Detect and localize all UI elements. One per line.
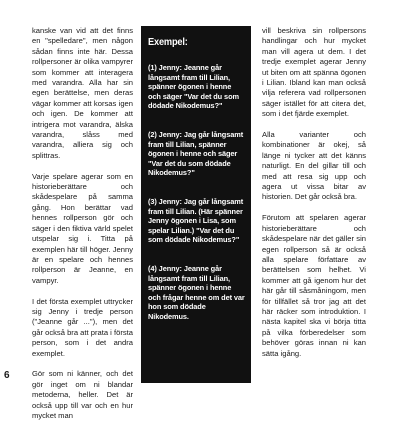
body-paragraph: Alla varianter och kombinationer är okej, så länge ni tycker att det känns naturligt. En del gillar till och med att resa sig upp och agera ut vissa bitar av historien. Det går också bra. — [262, 130, 366, 202]
example-item: (1) Jenny: Jeanne går långsamt fram till Lilian, spänner ögonen i henne och säger "Var det du som dödade Nikodemus?" — [148, 63, 239, 111]
body-paragraph: Varje spelare agerar som en historieberättare och skådespelare på samma gång. Hon berättar vad hennes rollperson gör och säger i den fiktiva värld spelet utspelar sig i. Titta på exemplen här till höger. Jenny är en spelare och hennes rollperson är Jeanne, en vampyr. — [32, 171, 133, 285]
example-item: (4) Jenny: Jeanne går långsamt fram till Lilian, spänner ögonen i henne och frågar henne om det var hon som dödade Nikodemus. — [148, 263, 245, 321]
example-item: (2) Jenny: Jag går långsamt fram till Lilian, spänner ögonen i henne och säger "Var det du som dödade Nikodemus?" — [148, 129, 244, 178]
body-paragraph: Förutom att spelaren agerar historieberättare och skådespelare när det gäller sin egen rollperson så är också alla spelare författare av berättelsen som helhet. Vi kommer att gå igenom hur det här går till såsmåningom, men för tillfället så tror jag att det här räcker som introduktion. I nästa kapitel ska vi börja titta på vilka förberedelser som behöver göras innan ni kan sätta igång. — [262, 213, 366, 358]
example-sidebar — [141, 26, 251, 383]
body-paragraph: vill beskriva sin rollpersons handlingar och hur mycket man vill agera ut dem. I det tredje exemplet agerar Jenny ut biten om att spänna ögonen i Lilian. Ibland kan man också vilja referera vad rollpersonen säger istället för att citera det, som i det fjärde exemplet. — [262, 26, 366, 119]
body-paragraph: kanske van vid att det finns en "spelledare", men någon sådan finns inte här. Dessa rollpersoner är olika vampyrer som kommer att interagera med varandra. Alla har sin egen berättelse, men deras vägar kommer att korsas igen och igen. De kommer att intrigera mot varandra, älska varandra, slåss med varandra, alliera sig och splittras. — [32, 26, 133, 160]
sidebar-title: Exempel: — [148, 36, 188, 48]
example-item: (3) Jenny: Jag går långsamt fram till Lilian. (Här spänner Jenny ögonen i Lisa, som spelar Lilian.) "Var det du som dödade Nikodemus?" — [148, 196, 244, 245]
body-paragraph: Gör som ni känner, och det gör inget om ni blandar metoderna, heller. Det är också upp till var och en hur mycket man — [32, 369, 133, 420]
right-text-column — [262, 26, 366, 369]
body-paragraph: I det första exemplet uttrycker sig Jenny i tredje person ("Jeanne går ..."), men det går också bra att prata i första person, som i det andra exemplet. — [32, 296, 133, 358]
page-number: 6 — [4, 370, 10, 381]
left-text-column — [32, 26, 133, 432]
